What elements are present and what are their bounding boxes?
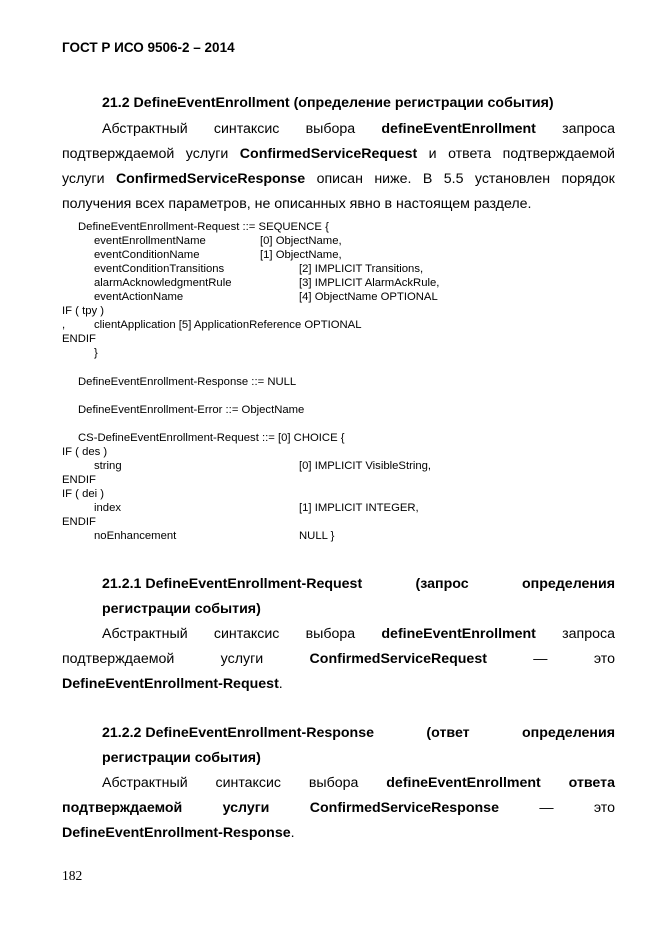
word: услуги xyxy=(220,651,264,667)
s21-2-line-3 xyxy=(62,170,615,189)
code-field-type: [1] ObjectName, xyxy=(260,249,342,261)
term: ConfirmedServiceRequest xyxy=(309,651,487,667)
word: В xyxy=(422,171,433,187)
code-field-type: [2] IMPLICIT Transitions, xyxy=(299,263,424,275)
word: услуги xyxy=(62,171,105,187)
s21-2-line-1 xyxy=(102,120,615,139)
word: . xyxy=(278,676,283,692)
code-field-name: string xyxy=(94,460,122,472)
title-part: 21.2.1 DefineEventEnrollment-Request xyxy=(102,576,363,592)
document-header: ГОСТ Р ИСО 9506-2 – 2014 xyxy=(62,40,235,55)
word: . xyxy=(290,825,295,841)
term: ConfirmedServiceResponse xyxy=(309,800,499,816)
word: подтверждаемой xyxy=(62,651,175,667)
word: установлен xyxy=(474,171,551,187)
word: синтаксис xyxy=(213,626,280,642)
code-field: clientApplication [5] ApplicationReference OPTIONAL xyxy=(94,319,362,331)
word: ответа xyxy=(568,775,615,791)
word: и xyxy=(428,146,437,162)
code-endif: ENDIF xyxy=(62,474,96,486)
code-if: IF ( dei ) xyxy=(62,488,105,500)
code-field-name: index xyxy=(94,502,122,514)
word: 5.5 xyxy=(443,171,464,187)
section-21-2-1-title-cont: регистрации события) xyxy=(102,601,261,617)
code-field-name: eventConditionTransitions xyxy=(94,263,225,275)
code-response: DefineEventEnrollment-Response ::= NULL xyxy=(78,376,297,388)
code-field-type: [4] ObjectName OPTIONAL xyxy=(299,291,438,303)
title-part: 21.2.2 DefineEventEnrollment-Response xyxy=(102,725,375,741)
word: синтаксис xyxy=(215,775,282,791)
s21-2-2-line-1 xyxy=(102,774,615,793)
word: услуги xyxy=(222,800,270,816)
title-part: определения xyxy=(522,576,615,592)
section-21-2-1-title xyxy=(102,575,615,594)
code-field-name: noEnhancement xyxy=(94,530,177,542)
word: запроса xyxy=(562,626,615,642)
code-field-type: [0] IMPLICIT VisibleString, xyxy=(299,460,432,472)
word: порядок xyxy=(561,171,615,187)
word: Абстрактный xyxy=(102,775,188,791)
code-cs-head: CS-DefineEventEnrollment-Request ::= [0] CHOICE { xyxy=(78,432,345,444)
word: это xyxy=(593,800,615,816)
term: DefineEventEnrollment-Request xyxy=(62,676,279,692)
code-endif: ENDIF xyxy=(62,516,96,528)
code-field-name: eventEnrollmentName xyxy=(94,235,206,247)
code-field-type: [3] IMPLICIT AlarmAckRule, xyxy=(299,277,440,289)
section-21-2-title: 21.2 DefineEventEnrollment (определение регистрации события) xyxy=(102,95,554,111)
section-21-2-2-title-cont: регистрации события) xyxy=(102,750,261,766)
code-request-head: DefineEventEnrollment-Request ::= SEQUENCE { xyxy=(78,221,329,233)
code-field-name: eventConditionName xyxy=(94,249,200,261)
word: ниже. xyxy=(374,171,412,187)
code-field-name: alarmAcknowledgmentRule xyxy=(94,277,232,289)
page-number: 182 xyxy=(62,868,83,883)
code-field-type: [0] ObjectName, xyxy=(260,235,342,247)
section-21-2-2-title xyxy=(102,724,615,743)
code-field-type: NULL } xyxy=(299,530,335,542)
word: подтверждаемой xyxy=(502,146,615,162)
code-if: IF ( des ) xyxy=(62,446,108,458)
word: выбора xyxy=(308,775,359,791)
s21-2-1-line-1 xyxy=(102,625,615,644)
word: Абстрактный xyxy=(102,626,188,642)
code-error: DefineEventEnrollment-Error ::= ObjectName xyxy=(78,404,305,416)
term: DefineEventEnrollment-Response xyxy=(62,825,291,841)
term: defineEventEnrollment xyxy=(381,121,536,137)
term: defineEventEnrollment xyxy=(386,775,541,791)
title-part: (ответ xyxy=(426,725,470,741)
s21-2-line-4: получения всех параметров, не описанных явно в настоящем разделе. xyxy=(62,196,532,212)
word: — xyxy=(539,800,554,816)
term: ConfirmedServiceResponse xyxy=(115,171,306,187)
term: ConfirmedServiceRequest xyxy=(239,146,418,162)
word: подтверждаемой xyxy=(62,146,175,162)
word: — xyxy=(533,651,548,667)
term: defineEventEnrollment xyxy=(381,626,536,642)
code-if: IF ( tpy ) xyxy=(62,305,105,317)
code-comma: , xyxy=(62,319,66,331)
word: ответа xyxy=(448,146,492,162)
code-close-brace: } xyxy=(94,347,98,359)
title-part: определения xyxy=(522,725,615,741)
word: синтаксис xyxy=(213,121,280,137)
word: выбора xyxy=(305,626,356,642)
word: Абстрактный xyxy=(102,121,188,137)
s21-2-1-line-3 xyxy=(62,675,615,694)
s21-2-2-line-3 xyxy=(62,824,615,843)
code-endif: ENDIF xyxy=(62,333,96,345)
word: описан xyxy=(316,171,363,187)
word: запроса xyxy=(562,121,615,137)
s21-2-2-line-2 xyxy=(62,799,615,818)
s21-2-1-line-2 xyxy=(62,650,615,669)
code-field-name: eventActionName xyxy=(94,291,184,303)
word: услуги xyxy=(185,146,229,162)
word: это xyxy=(593,651,615,667)
title-part: (запрос xyxy=(415,576,469,592)
s21-2-line-2 xyxy=(62,145,615,164)
word: подтверждаемой xyxy=(62,800,183,816)
word: выбора xyxy=(305,121,356,137)
code-field-type: [1] IMPLICIT INTEGER, xyxy=(299,502,419,514)
